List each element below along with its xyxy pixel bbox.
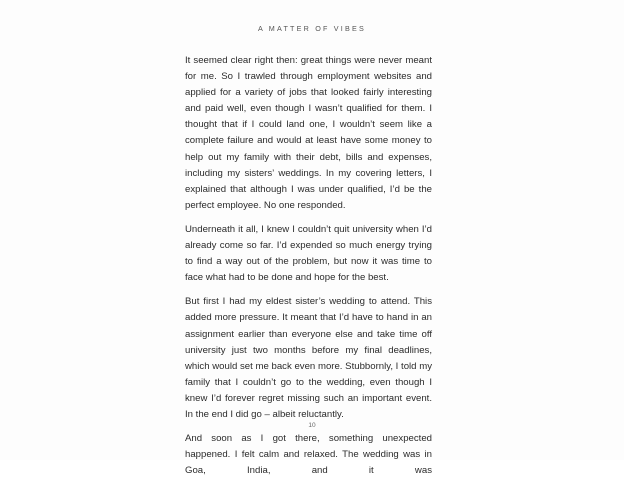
paragraph: But first I had my eldest sister’s wedding to attend. This added more pressure. It meant that I’d have to hand in an assignment earlier than everyone else and take time off university just two months before my final deadlines, which would set me back even more. Stubbornly, I told my family that I couldn’t go to the wedding, even though I knew I’d forever regret missing such an important event. In the end I did go – albeit reluctantly. [185,296,432,420]
page-number: 10 [308,422,316,429]
paragraph: And soon as I got there, something unexpected happened. I felt calm and relaxed. The wedding was in Goa, India, and it was [185,433,432,477]
paragraph: It seemed clear right then: great things were never meant for me. So I trawled through employment websites and applied for a variety of jobs that looked fairly interesting and paid well, even though I wasn’t qualified for them. I thought that if I could land one, I wouldn’t seem like a complete failure and would at least have some money to help out my family with their debt, bills and expenses, including my sisters’ weddings. In my covering letters, I explained that although I was under qualified, I’d be the perfect employee. No one responded. [185,55,432,211]
paragraph: Underneath it all, I knew I couldn’t quit university when I’d already come so far. I’d expended so much energy trying to find a way out of the problem, but now it was time to face what had to be done and hope for the best. [185,223,432,284]
running-header: A MATTER OF VIBES [258,24,366,33]
